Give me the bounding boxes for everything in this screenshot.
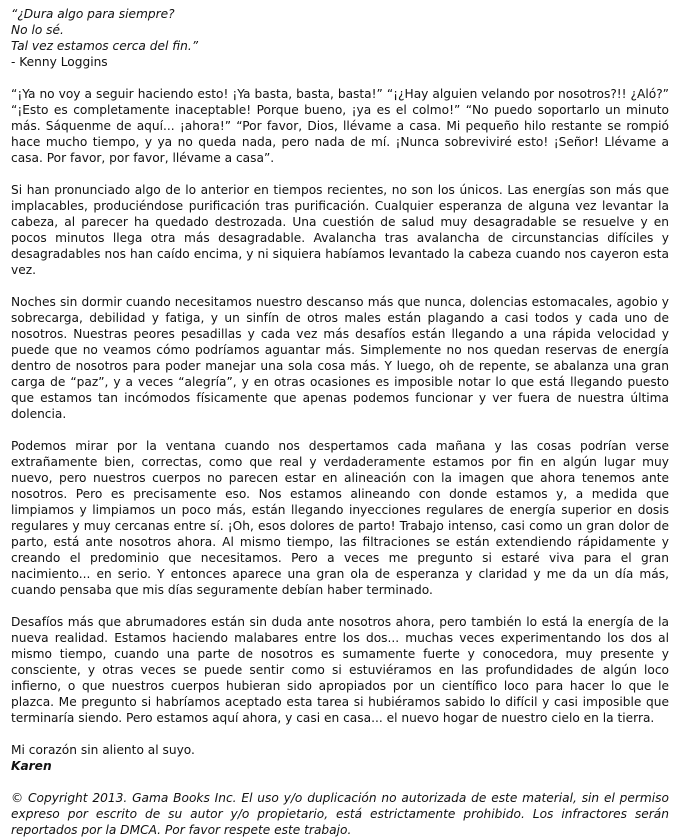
paragraph-4: Podemos mirar por la ventana cuando nos despertamos cada mañana y las cosas podrían verse extrañamente bien, correctas, como que real y verdaderamente estamos por fin en algún lugar muy nuevo, pero nuestros cuerpos no parecen estar en alineación con la imagen que ahora tenemos ante nosotros. Pero es precisamente eso. Nos estamos alineando con donde estamos y, a medida que limpiamos y limpiamos un poco más, están llegando inyecciones regulares de energía superior en dosis regulares y muy cercanas entre sí. ¡Oh, esos dolores de parto! Trabajo intenso, casi como un gran dolor de parto, está ante nosotros ahora. Al mismo tiempo, las filtraciones se están extendiendo rápidamente y creando el predominio que necesitamos. Pero a veces me pregunto si estaré viva para el gran nacimiento... en serio. Y entonces aparece una gran ola de esperanza y claridad y me da un día más, cuando pensaba que mis días seguramente debían haber terminado. xyxy=(11,439,669,597)
quote-line-2: No lo sé. xyxy=(11,23,64,37)
quote-text: Tal vez estamos cerca del fin.” xyxy=(11,39,199,53)
paragraph-2: Si han pronunciado algo de lo anterior en tiempos recientes, no son los únicos. Las energías son más que implacables, produciéndose purificación tras purificación. Cualquier esperanza de alguna vez levantar la cabeza, al parecer ha quedado destrozada. Una cuestión de salud muy desagradable se resuelve y en pocos minutos llega otra más desagradable. Avalancha tras avalancha de circunstancias difíciles y desagradables nos han caído encima, y ni siquiera habíamos levantado la cabeza cuando nos cayeron esta vez. xyxy=(11,183,669,277)
paragraph-3: Noches sin dormir cuando necesitamos nuestro descanso más que nunca, dolencias estomacales, agobio y sobrecarga, debilidad y fatiga, y un sinfín de otros males están plagando a casi todos y cada uno de nosotros. Nuestras peores pesadillas y cada vez más desafíos están llegando a una rápida velocidad y puede que no veamos cómo podríamos aguantar más. Simplemente no nos quedan reservas de energía dentro de nosotros para poder manejar una sola cosa más. Y luego, oh de repente, se abalanza una gran carga de “paz”, y a veces “alegría”, y en otras ocasiones es imposible notar lo que está llegando puesto que estamos tan incómodos físicamente que apenas podemos funcionar y ver fuera de nuestra última dolencia. xyxy=(11,295,669,421)
signature: Karen xyxy=(11,759,52,773)
epigraph-quote xyxy=(11,6,669,70)
copyright-notice: © Copyright 2013. Gama Books Inc. El uso y/o duplicación no autorizada de este material, sin el permiso expreso por escrito de su autor y/o propietario, está estrictamente prohibido. Los infractores serán reportados por la DMCA. Por favor respete este trabajo. xyxy=(11,791,669,837)
paragraph-1: “¡Ya no voy a seguir haciendo esto! ¡Ya basta, basta, basta!” “¡¿Hay alguien velando por nosotros?!! ¿Aló?” “¡Esto es completamente inaceptable! Porque bueno, ¡ya es el colmo!” “No puedo soportarlo un minuto más. Sáquenme de aquí... ¡ahora!” “Por favor, Dios, llévame a casa. Mi pequeño hilo restante se rompió hace mucho tiempo, y ya no queda nada, pero nada de mí. ¡Nunca sobreviviré esto! ¡Señor! Llévame a casa. Por favor, por favor, llévame a casa”. xyxy=(11,87,669,165)
closing-line: Mi corazón sin aliento al suyo. xyxy=(11,743,195,757)
quote-line-1: “¿Dura algo para siempre? xyxy=(11,7,175,21)
quote-author: - Kenny Loggins xyxy=(11,55,108,69)
paragraph-5: Desafíos más que abrumadores están sin duda ante nosotros ahora, pero también lo está la energía de la nueva realidad. Estamos haciendo malabares entre los dos... muchas veces experimentando los dos al mismo tiempo, cuando una parte de nosotros es sumamente fuerte y conocedora, muy presente y consciente, y otras veces se puede sentir como si estuviéramos en las profundidades de algún loco infierno, o que nuestros cuerpos hubieran sido apropiados por un científico loco para hacer lo que le plazca. Me pregunto si habríamos aceptado esta tarea si hubiéramos sabido lo difícil y casi imposible que terminaría siendo. Pero estamos aquí ahora, y casi en casa... el nuevo hogar de nuestro cielo en la tierra. xyxy=(11,615,669,725)
quote-line-3 xyxy=(11,38,669,70)
